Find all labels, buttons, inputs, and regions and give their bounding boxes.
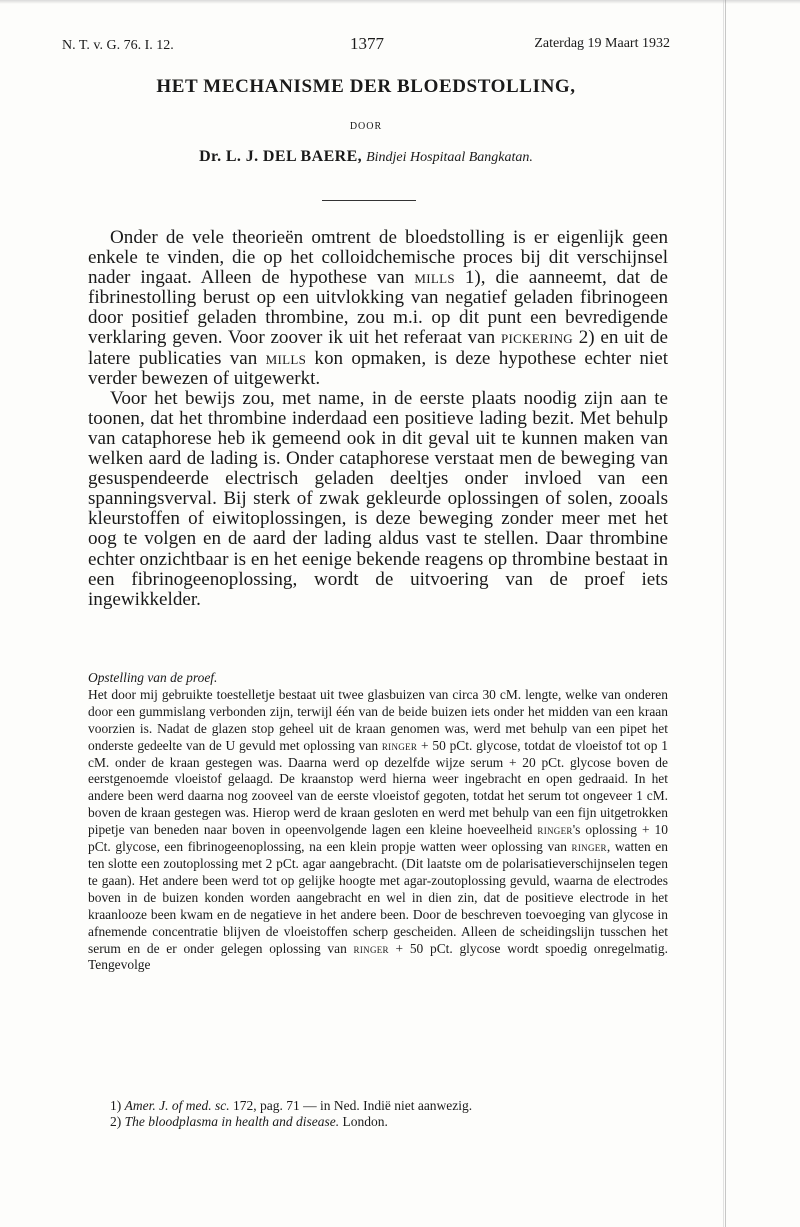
- title-divider: [322, 200, 416, 201]
- term-ringer: ringer: [381, 737, 418, 753]
- author-name: Dr. L. J. DEL BAERE,: [199, 148, 363, 165]
- section-text: , watten en ten slotte een zoutoplossing met 2 pCt. agar aangebracht. (Dit laatste om de polarisatieverschijnselen tegen te gaan). Het andere been werd tot op gelijke hoogte met agar-zoutoplossing gevuld, waarna de electrodes boven in de buizen konden worden aangebracht en wel in dien zin, dat de positieve electrode in het kraanlooze been kwam en de negatieve in het andere been. Door de beschreven toevoeging van glycose in afnemende concentratie blijven de vloeistoffen scherp gescheiden. Alleen de scheidingslijn tusschen het serum en de er onder gelegen oplossing van: [88, 839, 668, 956]
- abstract-text: 1), die aanneemt, dat de fibrinestolling berust op een uitvlokking van negatief geladen fibrinogeen door positief geladen thrombine, zou m.i. op dit punt een bevredigende verklaring geven. Voor zoover ik uit het referaat van: [88, 267, 668, 349]
- scan-binding-edge: [725, 0, 726, 1227]
- article-title: HET MECHANISME DER BLOEDSTOLLING,: [156, 76, 576, 97]
- footnote-text: 172, pag. 71 — in Ned. Indië niet aanwezig.: [229, 1098, 473, 1113]
- section-paragraph: [88, 687, 668, 974]
- abstract-text: kon opmaken, is deze hypothese echter niet verder bewezen of uitgewerkt.: [88, 347, 668, 389]
- section-text: Het door mij gebruikte toestelletje bestaat uit twee glasbuizen van circa 30 cM. lengte, welke van onderen door een gummislang verbonden zijn, terwijl één van de beide buizen iets onder het midden van een kraan voorzien is. Nadat de glazen stop geheel uit de kraan genomen was, werd met behulp van een pipet het onderste gedeelte van de U gevuld met oplossing van: [88, 686, 668, 753]
- issue-date: Zaterdag 19 Maart 1932: [534, 36, 670, 51]
- footnote-2: [110, 1114, 670, 1130]
- footnote-citation: Amer. J. of med. sc.: [124, 1098, 230, 1113]
- running-header: [62, 34, 670, 58]
- section-text: 's oplossing + 10 pCt. glycose, een fibrinogeenoplossing, na een klein propje watten weer oplossing van: [88, 822, 668, 855]
- section-text: + 50 pCt. glycose, totdat de vloeistof tot op 1 cM. onder de kraan gestegen was. Daarna werd op dezelfde wijze serum + 20 pCt. glycose boven de eerstgenoemde vloeistof gelaagd. De kraanstop werd hierna weer ingebracht en open gedraaid. In het andere been werd daarna nog zooveel van de eerste vloeistof gegoten, totdat het serum tot ongeveer 1 cM. boven de kraan gestegen was. Hierop werd de kraan gesloten en werd met behulp van een fijn uitgetrokken pipetje van beneden naar boven in opeenvolgende lagen een kleine hoeveelheid: [88, 737, 668, 838]
- abstract-text: Onder de vele theorieën omtrent de bloedstolling is er eigenlijk geen enkele te vinden, die op het colloidchemische proces bij dit verschijnsel nader ingaat. Alleen de hypothese van: [88, 227, 668, 289]
- footnote-1: [110, 1098, 670, 1114]
- term-ringer: ringer: [353, 940, 389, 956]
- abstract-paragraph-1: [88, 228, 668, 389]
- byline-door: DOOR: [349, 121, 383, 132]
- footnote-citation: The bloodplasma in health and disease.: [124, 1114, 340, 1129]
- section-body: [88, 670, 668, 974]
- author-cite-mills: mills: [414, 267, 455, 289]
- scan-top-edge: [0, 0, 800, 4]
- term-ringer: ringer: [537, 822, 573, 838]
- journal-reference: N. T. v. G. 76. I. 12.: [62, 38, 174, 53]
- author-affiliation: Bindjei Hospitaal Bangkatan.: [366, 150, 533, 165]
- footnotes: [110, 1098, 670, 1130]
- footnote-marker: 1): [110, 1098, 122, 1113]
- term-ringer: ringer: [571, 839, 607, 855]
- abstract-text: 2) en uit de latere publicaties van: [88, 327, 668, 369]
- author-cite-pickering: pickering: [500, 327, 573, 349]
- footnote-marker: 2): [110, 1114, 122, 1129]
- page-number: 1377: [350, 34, 384, 53]
- section-title: Opstelling van de proef.: [88, 670, 218, 685]
- author-cite-mills: mills: [265, 347, 307, 369]
- abstract-paragraph-2: Voor het bewijs zou, met name, in de eerste plaats noodig zijn aan te toonen, dat het thrombine inderdaad een positieve lading bezit. Met behulp van cataphorese heb ik gemeend ook in dit geval uit te kunnen maken van welken aard de lading is. Onder cataphorese verstaat men de beweging van gesuspendeerde electrisch geladen deeltjes onder invloed van een spanningsverval. Bij sterk of zwak gekleurde oplossingen of solen, zooals kleurstoffen of eiwitoplossingen, is deze beweging zonder meer met het oog te volgen en de aard der lading aldus vast te stellen. Daar thrombine echter onzichtbaar is en het eenige bekende reagens op thrombine bestaat in een fibrinogeenoplossing, wordt de uitvoering van de proef iets ingewikkelder.: [88, 387, 668, 610]
- scan-binding-edge-shadow: [723, 0, 724, 1227]
- footnote-text: London.: [339, 1114, 388, 1129]
- section-text: + 50 pCt. glycose wordt spoedig onregelmatig. Tengevolge: [88, 940, 668, 973]
- author-line: [62, 148, 670, 166]
- abstract: [88, 228, 668, 610]
